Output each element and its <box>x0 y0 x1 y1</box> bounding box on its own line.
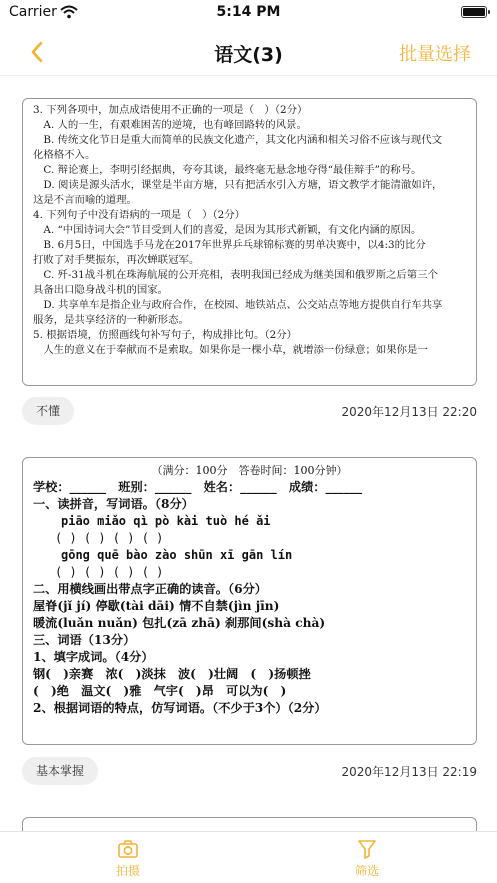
document-line: B. 6月5日，中国选手马龙在2017年世界乒乓球锦标赛的男单决赛中，以4:3的比分 <box>33 239 426 251</box>
document-line: 服务，是共享经济的一种新形态。 <box>33 314 189 326</box>
tab-label: 拍摄 <box>115 864 140 878</box>
document-line: A. “中国诗词大会”节目受到人们的喜爱，是因为其形式新颖，有文化内涵的原因。 <box>33 224 422 236</box>
bottom-tab-bar <box>0 831 497 883</box>
document-line: D. 阅读是源头活水，课堂是半亩方塘，只有把活水引入方塘，语文教学才能清澈如许， <box>33 179 443 191</box>
document-line: 钢( )亲赛 浓( )淡抹 波( )壮阔 ( )扬顿挫 <box>33 667 311 681</box>
back-chevron-icon[interactable] <box>24 38 52 66</box>
batch-select-button[interactable]: 批量选择 <box>399 44 471 65</box>
document-line: ( ) ( ) ( ) ( ) <box>55 531 164 545</box>
document-line: 这是不言而喻的道理。 <box>33 194 137 206</box>
document-line: B. 传统文化节日是重大而简单的民族文化遗产，其文化内涵和相关习俗不应该与现代文 <box>33 134 443 146</box>
mastery-tag[interactable]: 不懂 <box>22 397 74 425</box>
status-bar <box>0 0 497 28</box>
filter-icon <box>356 838 378 860</box>
document-line: 4. 下列句子中没有语病的一项是（ ）（2分） <box>33 209 246 221</box>
document-line: 学校：______ 班别：______ 姓名：______ 成绩：______ <box>33 480 363 494</box>
item-meta-row <box>22 397 477 425</box>
clock-label: 5:14 PM <box>216 4 281 20</box>
mastery-tag[interactable]: 基本掌握 <box>22 757 98 785</box>
question-image-card[interactable] <box>22 98 477 386</box>
item-date: 2020年12月13日 22:19 <box>341 765 477 779</box>
battery-icon <box>461 6 487 18</box>
document-line: 二、用横线画出带点字正确的读音。（6分） <box>33 582 267 596</box>
tab-capture[interactable] <box>68 838 188 879</box>
page-title: 语文(3) <box>214 44 283 66</box>
document-line: ( )绝 温文( )雅 气宇( )昂 可以为( ) <box>33 684 287 698</box>
item-meta-row <box>22 757 477 785</box>
tab-filter[interactable] <box>307 838 427 879</box>
document-line: 5. 根据语境，仿照画线句补写句子，构成排比句。（2分） <box>33 329 297 341</box>
carrier-label: Carrier <box>9 4 57 20</box>
scanned-document <box>23 458 476 721</box>
document-line: D. 共享单车是指企业与政府合作，在校园、地铁站点、公交站点等地方提供自行车共享 <box>33 299 443 311</box>
document-line: （满分：100分 答卷时间：100分钟） <box>151 464 348 477</box>
document-line: 2、根据词语的特点，仿写词语。（不少于3个）（2分） <box>33 701 327 715</box>
document-line: ( ) ( ) ( ) ( ) <box>55 565 164 579</box>
document-line: 暖流(luǎn nuǎn) 包扎(zā zhā) 刹那间(shà chà) <box>33 616 326 630</box>
document-line: 3. 下列各项中，加点成语使用不正确的一项是（ ）（2分） <box>33 104 308 116</box>
tab-label: 筛选 <box>354 864 379 878</box>
navigation-bar <box>0 28 497 76</box>
document-line: 1、填字成词。（4分） <box>33 650 154 664</box>
document-line: piāo miǎo qì pò kài tuò hé ǎi <box>61 514 271 528</box>
document-line: 打败了对手樊振东，再次蝉联冠军。 <box>33 254 200 266</box>
document-line: 人生的意义在于奉献而不是索取。如果你是一棵小草，就增添一份绿意；如果你是一 <box>33 344 428 356</box>
document-line: 化格格不入。 <box>33 149 96 161</box>
document-line: C. 辩论赛上，李明引经据典，夸夸其谈，最终毫无悬念地夺得“最佳辩手”的称号。 <box>33 164 422 176</box>
question-image-card[interactable] <box>22 457 477 745</box>
scanned-document <box>23 99 476 362</box>
document-line: 屋脊(jǐ jí) 停歇(tài dāi) 情不自禁(jìn jīn) <box>33 599 280 613</box>
camera-icon <box>117 838 139 860</box>
item-date: 2020年12月13日 22:20 <box>341 405 477 419</box>
document-line: 三、词语（13分） <box>33 633 136 647</box>
document-line: C. 歼-31战斗机在珠海航展的公开亮相，表明我国已经成为继美国和俄罗斯之后第三个 <box>33 269 438 281</box>
document-line: 具备出口隐身战斗机的国家。 <box>33 284 169 296</box>
document-line: 一、读拼音，写词语。（8分） <box>33 497 194 511</box>
document-line: gōng quē bào zào shūn xī gān lín <box>61 548 293 562</box>
document-line: A. 人的一生，有艰难困苦的逆境，也有峰回路转的风景。 <box>33 119 307 131</box>
